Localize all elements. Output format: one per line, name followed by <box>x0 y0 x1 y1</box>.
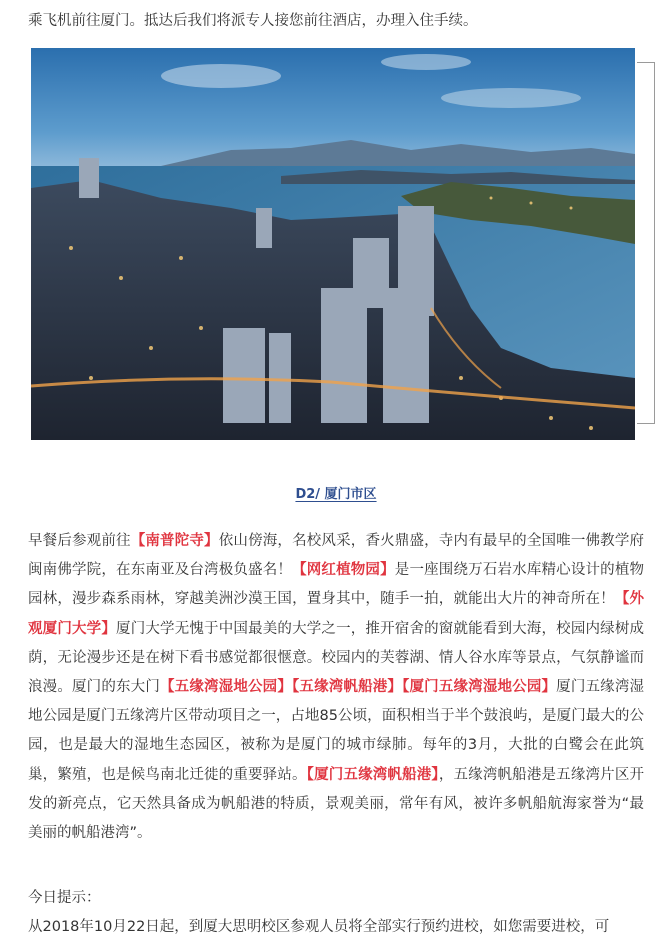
itinerary-text: 厦门大学无愧于中国最美的大学之一，推开宿舍的窗就能看到大海，校园内绿树成荫，无论漫步还是在树下看书感觉都很惬意。校园内的芙蓉湖、情人谷水库等景点，气氛静谧而浪漫。厦门的东大门 <box>28 620 645 696</box>
day-heading <box>0 483 672 502</box>
attraction-highlight: 【厦门五缘湾帆船港】 <box>306 766 439 783</box>
intro-paragraph: 乘飞机前往厦门。抵达后我们将派专人接您前往酒店，办理入住手续。 <box>28 13 478 29</box>
itinerary-text: 厦门五缘湾湿地公园是厦门五缘湾片区带动项目之一，占地85公顷，面积相当于半个鼓浪屿，是厦门最大的公园，也是最大的湿地生态园区，被称为是厦门的城市绿肺。每年的3月，大批的白鹭会在此筑巢，繁殖，也是候鸟南北迁徙的重要驿站。 <box>28 679 645 783</box>
itinerary-text: 早餐后参观前往 <box>28 533 131 549</box>
tips-title: 今日提示： <box>28 890 101 906</box>
itinerary-text: 是一座围绕万石岩水库精心设计的植物园林，漫步森系雨林，穿越美洲沙漠王国，置身其中，随手一拍，就能出大片的神奇所在！ <box>28 562 645 608</box>
itinerary-paragraph <box>28 527 644 848</box>
tips-text: 从2018年10月22日起，到厦大思明校区参观人员将全部实行预约进校，如您需要进校，可 <box>28 919 610 935</box>
itinerary-text: ，五缘湾帆船港是五缘湾片区开发的新亮点，它天然具备成为帆船港的特质，景观美丽，常年有风，被许多帆船航海家誉为“最美丽的帆船港湾”。 <box>28 766 645 842</box>
decorative-bracket <box>637 62 655 424</box>
day-heading-label: D2/ 厦门市区 <box>295 487 377 502</box>
attraction-highlight: 【外观厦门大学】 <box>28 591 644 637</box>
attraction-highlight: 【五缘湾湿地公园】【五缘湾帆船港】【厦门五缘湾湿地公园】 <box>160 679 557 696</box>
xiamen-city-photo <box>31 48 635 440</box>
itinerary-text: 依山傍海，名校风采，香火鼎盛，寺内有最早的全国唯一佛教学府闽南佛学院，在东南亚及台湾极负盛名！ <box>28 533 645 579</box>
attraction-highlight: 【南普陀寺】 <box>130 533 219 549</box>
attraction-highlight: 【网红植物园】 <box>292 562 395 579</box>
